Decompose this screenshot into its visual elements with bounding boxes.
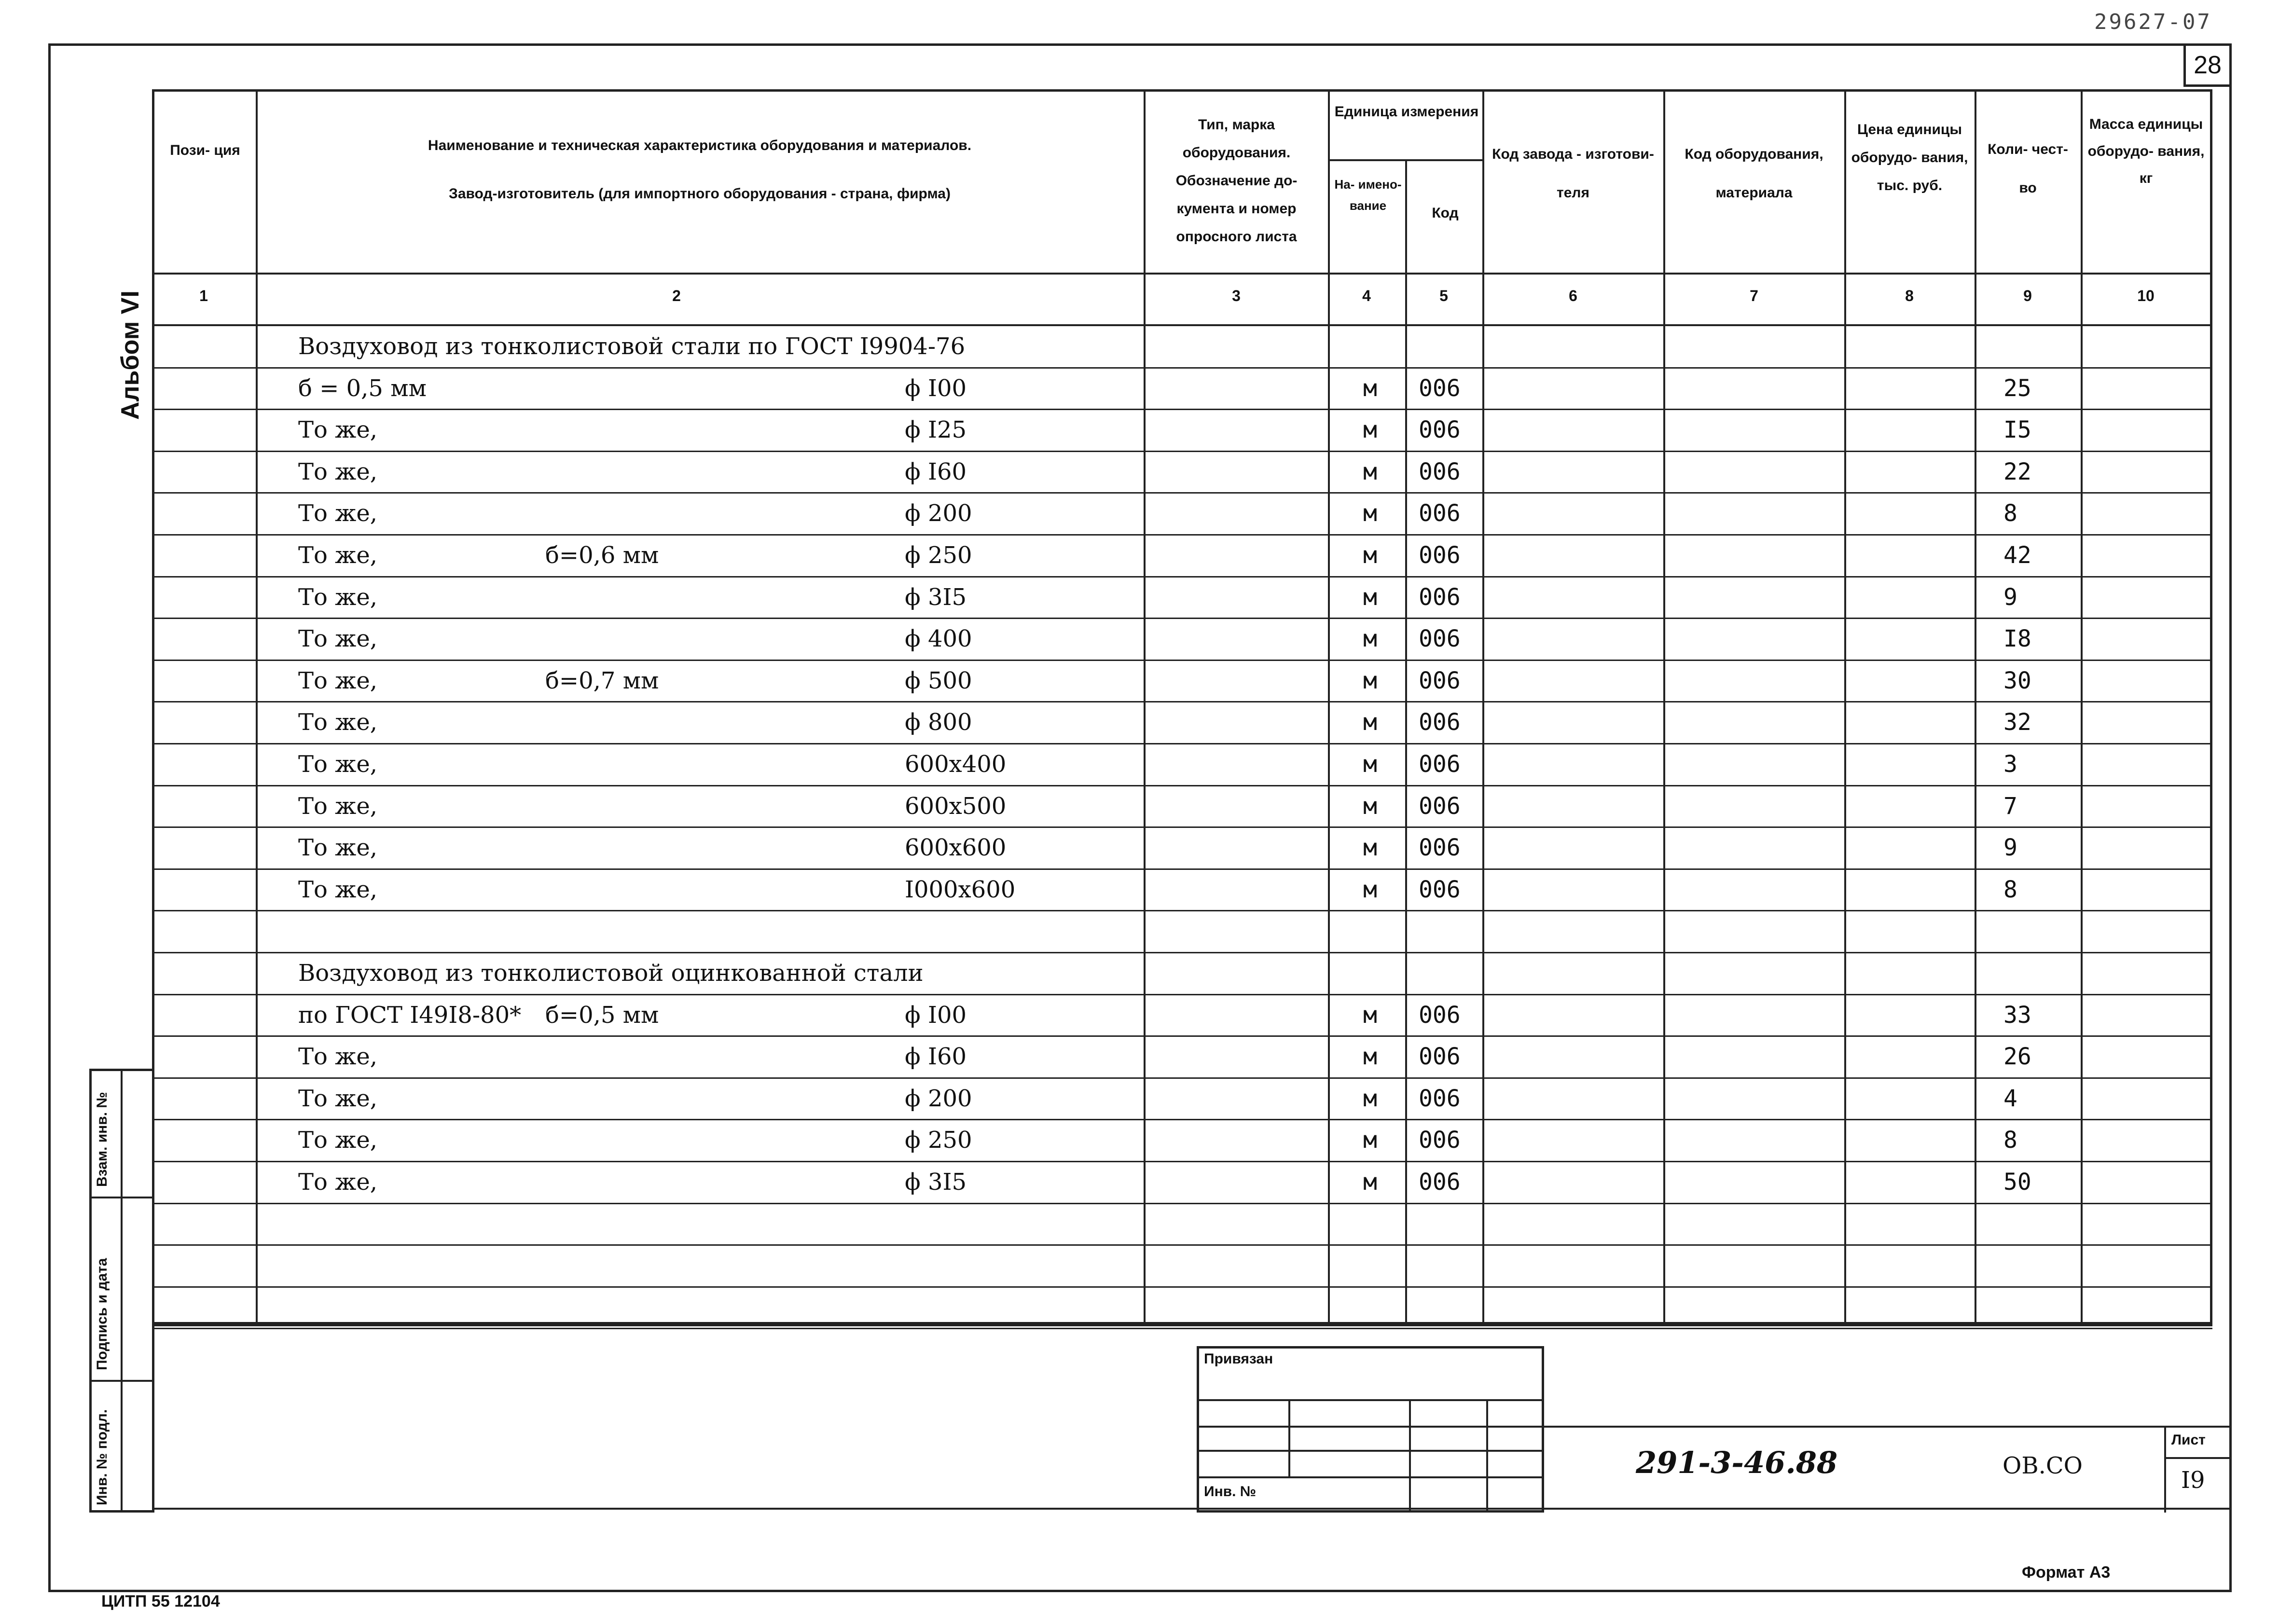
footer-right: Формат А3 — [2022, 1563, 2111, 1582]
column-number: 8 — [1905, 287, 1914, 304]
row-quantity: 50 — [2003, 1169, 2031, 1196]
row-quantity: I8 — [2003, 625, 2031, 653]
header-col6: Код завода - изготови- теля — [1492, 146, 1654, 201]
column-number: 1 — [199, 287, 208, 304]
row-unit: м — [1363, 1001, 1377, 1029]
row-size: ϕ 250 — [905, 1127, 972, 1154]
list-label: Лист — [2171, 1432, 2206, 1448]
row-quantity: 32 — [2003, 709, 2031, 736]
row-code: 006 — [1419, 792, 1461, 820]
header-col45: Единица измерения — [1334, 104, 1479, 120]
row-size: ϕ I00 — [905, 1001, 967, 1029]
row-code: 006 — [1419, 500, 1461, 527]
column-number: 6 — [1569, 287, 1577, 304]
column-number: 3 — [1232, 287, 1241, 304]
binding-label: Привязан — [1204, 1351, 1273, 1367]
row-quantity: 25 — [2003, 374, 2031, 402]
header-col8: Цена единицы оборудо- вания, тыс. руб. — [1851, 122, 1968, 193]
row-quantity: 8 — [2003, 876, 2017, 903]
header-col5: Код — [1432, 205, 1459, 221]
row-unit: м — [1363, 1085, 1377, 1112]
row-unit: м — [1363, 709, 1377, 736]
row-size: ϕ 3I5 — [905, 1169, 967, 1196]
row-name: Воздуховод из тонколистовой стали по ГОСТ I9904-76 — [298, 333, 966, 360]
row-code: 006 — [1419, 1127, 1461, 1154]
row-name: То же, — [298, 834, 377, 862]
header-col7: Код оборудования, материала — [1685, 146, 1823, 201]
header-col1: Пози- ция — [170, 142, 240, 158]
row-name: То же, — [298, 667, 377, 694]
row-size: ϕ 400 — [905, 625, 972, 653]
row-unit: м — [1363, 542, 1377, 569]
row-code: 006 — [1419, 625, 1461, 653]
row-name: То же, — [298, 583, 377, 611]
row-size: ϕ I00 — [905, 374, 967, 402]
row-size: ϕ I60 — [905, 458, 967, 485]
row-size: ϕ I60 — [905, 1043, 967, 1071]
row-thickness: б=0,6 мм — [545, 542, 659, 569]
header-col10: Масса единицы оборудо- вания, кг — [2087, 116, 2205, 186]
row-unit: м — [1363, 1169, 1377, 1196]
document-code: ОВ.СО — [2003, 1452, 2083, 1479]
footer-left: ЦИТП 55 12104 — [101, 1592, 220, 1610]
row-name: по ГОСТ I49I8-80* — [298, 1001, 522, 1029]
row-code: 006 — [1419, 1085, 1461, 1112]
row-quantity: 22 — [2003, 458, 2031, 485]
row-size: 600x400 — [905, 751, 1007, 778]
row-unit: м — [1363, 751, 1377, 778]
row-quantity: 3 — [2003, 751, 2017, 778]
row-unit: м — [1363, 1043, 1377, 1071]
inv-number-label: Инв. № — [1204, 1484, 1257, 1500]
row-quantity: 42 — [2003, 542, 2031, 569]
row-size: ϕ 250 — [905, 542, 972, 569]
row-name: То же, — [298, 625, 377, 653]
header-col3: Тип, марка оборудования. Обозначение до- кумента и номер опросного листа — [1175, 117, 1298, 245]
header-col2-line2: Завод-изготовитель (для импортного оборудования - страна, фирма) — [449, 186, 951, 202]
row-thickness: б=0,5 мм — [545, 1001, 659, 1029]
row-name: То же, — [298, 542, 377, 569]
row-name: То же, — [298, 416, 377, 444]
list-number: I9 — [2181, 1467, 2205, 1494]
row-code: 006 — [1419, 709, 1461, 736]
sheet-number-box: 28 — [2183, 43, 2232, 87]
row-code: 006 — [1419, 1169, 1461, 1196]
side-podpis: Подпись и дата — [94, 1258, 110, 1370]
row-unit: м — [1363, 1127, 1377, 1154]
row-code: 006 — [1419, 542, 1461, 569]
row-name: То же, — [298, 458, 377, 485]
side-inv-podl: Инв. № подл. — [94, 1409, 110, 1505]
header-col9: Коли- чест- во — [1988, 141, 2068, 196]
row-code: 006 — [1419, 458, 1461, 485]
row-code: 006 — [1419, 374, 1461, 402]
row-code: 006 — [1419, 876, 1461, 903]
row-size: ϕ 500 — [905, 667, 972, 694]
column-number: 4 — [1362, 287, 1371, 304]
document-designation: 291-3-46.88 — [1636, 1445, 1838, 1480]
row-name: То же, — [298, 876, 377, 903]
row-thickness: б=0,7 мм — [545, 667, 659, 694]
row-name: б = 0,5 мм — [298, 374, 427, 402]
header-col2-line1: Наименование и техническая характеристика оборудования и материалов. — [428, 138, 972, 153]
row-quantity: 33 — [2003, 1001, 2031, 1029]
row-name: То же, — [298, 1127, 377, 1154]
row-size: 600x500 — [905, 792, 1007, 820]
side-vzam: Взам. инв. № — [94, 1092, 110, 1187]
row-unit: м — [1363, 374, 1377, 402]
row-quantity: 8 — [2003, 1127, 2017, 1154]
row-size: I000x600 — [905, 876, 1016, 903]
row-code: 006 — [1419, 834, 1461, 862]
row-name: То же, — [298, 1169, 377, 1196]
row-name: То же, — [298, 709, 377, 736]
row-name: То же, — [298, 1043, 377, 1071]
header-col4: На- имено- вание — [1334, 177, 1402, 213]
album-label: Альбом VI — [116, 290, 144, 420]
row-name: То же, — [298, 500, 377, 527]
row-unit: м — [1363, 667, 1377, 694]
row-code: 006 — [1419, 1001, 1461, 1029]
row-name: То же, — [298, 792, 377, 820]
row-quantity: 9 — [2003, 583, 2017, 611]
spec-table — [152, 89, 2212, 1324]
row-code: 006 — [1419, 583, 1461, 611]
row-size: ϕ 3I5 — [905, 583, 967, 611]
column-number: 5 — [1439, 287, 1448, 304]
row-unit: м — [1363, 500, 1377, 527]
row-quantity: 30 — [2003, 667, 2031, 694]
row-unit: м — [1363, 458, 1377, 485]
row-quantity: 4 — [2003, 1085, 2017, 1112]
row-size: ϕ 200 — [905, 1085, 972, 1112]
row-size: 600x600 — [905, 834, 1007, 862]
row-unit: м — [1363, 625, 1377, 653]
row-code: 006 — [1419, 751, 1461, 778]
row-name: То же, — [298, 751, 377, 778]
column-number: 2 — [672, 287, 681, 304]
top-right-number: 29627-07 — [2094, 10, 2212, 34]
row-unit: м — [1363, 792, 1377, 820]
row-size: ϕ 800 — [905, 709, 972, 736]
column-number: 9 — [2023, 287, 2032, 304]
row-unit: м — [1363, 834, 1377, 862]
row-name: То же, — [298, 1085, 377, 1112]
row-unit: м — [1363, 416, 1377, 444]
row-quantity: 8 — [2003, 500, 2017, 527]
row-unit: м — [1363, 583, 1377, 611]
row-size: ϕ I25 — [905, 416, 967, 444]
row-name: Воздуховод из тонколистовой оцинкованной стали — [298, 960, 924, 987]
column-number: 7 — [1750, 287, 1758, 304]
row-code: 006 — [1419, 667, 1461, 694]
row-unit: м — [1363, 876, 1377, 903]
row-quantity: I5 — [2003, 416, 2031, 444]
column-number: 10 — [2137, 287, 2155, 304]
row-quantity: 9 — [2003, 834, 2017, 862]
row-size: ϕ 200 — [905, 500, 972, 527]
row-quantity: 7 — [2003, 792, 2017, 820]
row-code: 006 — [1419, 1043, 1461, 1071]
row-code: 006 — [1419, 416, 1461, 444]
row-quantity: 26 — [2003, 1043, 2031, 1071]
